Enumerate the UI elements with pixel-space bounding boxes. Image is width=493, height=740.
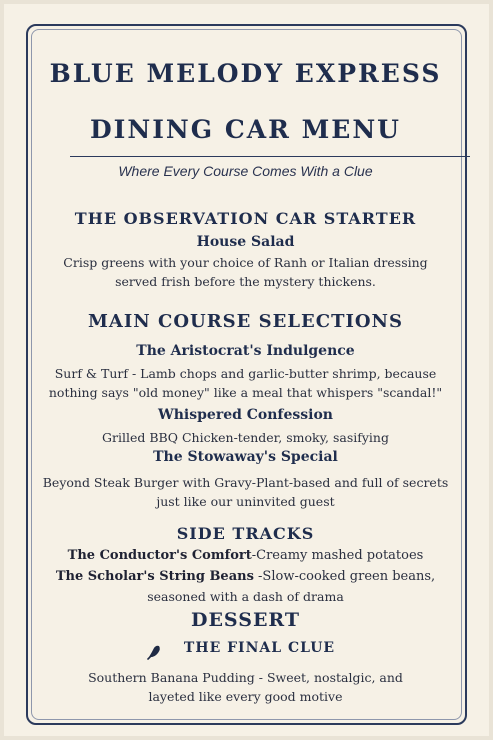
spoon-icon [147,644,165,660]
dessert-desc-line2: layeted like every good motive [148,689,343,704]
menu-tagline: Where Every Course Comes With a Clue [118,163,373,179]
dessert-heading: DESSERT [190,609,301,631]
main-item-name: The Stowaway's Special [153,449,338,465]
side-item-name: The Scholar's String Beans [55,569,254,584]
main-item-name: The Aristocrat's Indulgence [136,343,355,359]
mains-heading: MAIN COURSE SELECTIONS [87,311,404,332]
starter-desc-line1: Crisp greens with your choice of Ranh or Italian dressing [63,255,428,270]
main-item-desc-line2: just like our uninvited guest [156,494,335,509]
main-item-desc-line1: Beyond Steak Burger with Gravy-Plant-based and full of secrets [42,475,449,490]
starter-desc-line2: served frish before the mystery thickens. [115,274,376,289]
menu-title-line1: BLUE MELODY EXPRESS [49,59,442,88]
main-item-name: Whispered Confession [158,407,333,423]
sides-heading: SIDE TRACKS [176,524,315,543]
side-item-desc: -Slow-cooked green beans, [253,569,436,584]
side-item [30,546,461,566]
dessert-subheading: THE FINAL CLUE [183,640,336,656]
main-item-desc-line2: nothing says "old money" like a meal that whispers "scandal!" [48,385,443,400]
starter-item-name: House Salad [196,234,295,250]
starter-heading: THE OBSERVATION CAR STARTER [74,209,417,228]
side-item [30,567,461,587]
menu-page [4,4,489,736]
side-item-desc-line2: seasoned with a dash of drama [147,589,344,604]
menu-title-line2: DINING CAR MENU [90,115,401,144]
main-item-desc-line1: Grilled BBQ Chicken-tender, smoky, sasifying [102,430,389,445]
dessert-desc-line1: Southern Banana Pudding - Sweet, nostalgic, and [88,670,403,685]
side-item-desc: -Creamy mashed potatoes [251,548,424,563]
side-item-name: The Conductor's Comfort [67,548,252,563]
title-divider [70,156,470,157]
main-item-desc-line1: Surf & Turf - Lamb chops and garlic-butter shrimp, because [54,366,437,381]
